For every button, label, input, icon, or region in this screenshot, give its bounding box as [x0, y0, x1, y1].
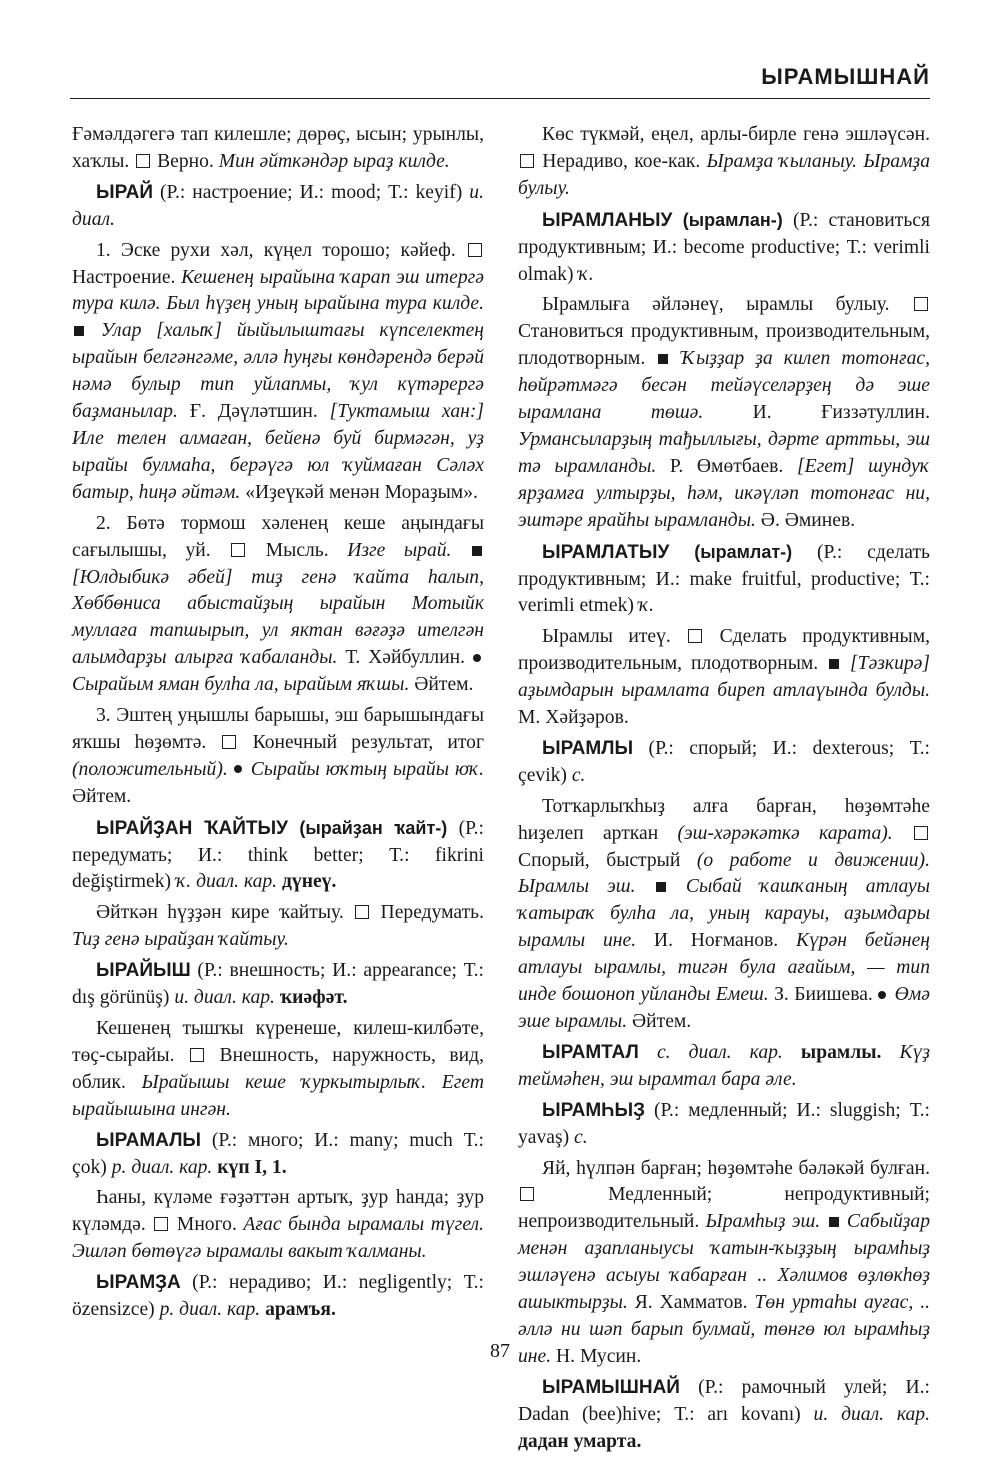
entry-continuation: [518, 122, 930, 203]
cross-reference: ҡиәфәт.: [274, 987, 348, 1009]
definition: [518, 292, 930, 534]
proverb-text: Сырайы юҡтың ырайы юҡ.: [244, 758, 485, 780]
quote-author: Ғ. Дәүләтшин.: [177, 401, 330, 423]
bullet-marker: [234, 765, 242, 773]
definition-text: Ырамлыға әйләнеү, ырамлы булыу.: [542, 294, 890, 316]
definition-text: 1. Эске рухи хәл, күңел торошо; кәйеф.: [96, 239, 456, 261]
filled-square-marker: [74, 326, 84, 336]
page-number: 87: [490, 1340, 510, 1362]
entry-yramlanyu: [518, 207, 930, 289]
proverb-text: Сырайым яман булһа ла, ырайым яҡшы.: [72, 674, 410, 696]
example-text: Күҙ теймәһен, эш ырамтал бара әле.: [518, 1041, 930, 1090]
filled-square-marker: [829, 659, 839, 669]
definition-text: Көс түкмәй, еңел, арлы-бирле генә эшләүсән.: [542, 124, 930, 145]
definition-text: Яй, һүлпән барған; һөҙөмтәһе бәләкәй булған.: [542, 1157, 930, 1179]
definition-text: Кешенең тышҡы күренеше, килеш-килбәте, төҫ-сырайы.: [72, 1018, 484, 1066]
grammar-label: р. диал. кар.: [159, 1299, 261, 1321]
translation-text: Конечный результат, итог: [238, 731, 484, 753]
definition-text: Ырамлы итеү.: [542, 626, 671, 648]
headword: ЫРАЙЫШ: [96, 960, 191, 982]
quote-source: «Иҙеүкәй менән Мораҙым».: [240, 481, 478, 503]
entry-yramaly: [72, 1128, 484, 1182]
definition: [72, 1016, 484, 1124]
example-text: Изге ырай.: [328, 539, 452, 561]
equivalents: (Р.: становиться продуктивным; И.: become productive; Т.: verimli olmak): [518, 209, 930, 285]
headword: ЫРАМҘА: [96, 1272, 181, 1294]
definition-text: Әйткән һүҙҙән кире ҡайтыу.: [96, 902, 344, 924]
quote-text: Төн уртаһы ауғас, .. әллә ни шәп барып булмай, төнгө юл ырамһыҙ ине.: [518, 1292, 930, 1367]
quote-text: [Туктамыш хан:] Иле телен алмаған, бейенә буй бирмәгән, уҙ ырайы булмаһа, берәүгә юл ҡуймаған Сәләх батыр, һиңә әйтәм.: [72, 401, 484, 503]
right-column: [518, 122, 930, 1460]
entry-continuation: [72, 122, 484, 176]
sense-2: [72, 511, 484, 699]
translation-text: Становиться продуктивным, производительным, плодотворным.: [518, 321, 930, 370]
definition: [518, 1156, 930, 1371]
entry-yraiysh: [72, 958, 484, 1012]
grammar-label: с.: [571, 764, 586, 786]
open-square-marker: [914, 826, 928, 840]
open-square-marker: [520, 1187, 534, 1201]
equivalents: (Р.: сделать продуктивным; И.: make fruitful, productive; Т.: verimli etmek): [518, 541, 930, 617]
grammar-label: и. диал. кар.: [813, 1403, 931, 1425]
quote-text: [Юлдыбикә әбей] тиҙ генә ҡайта һалып, Хөббөниса абыстайҙың ырайын Мотыйк муллаға тапшырып, ул яктан вәғәҙә ителгән алымдарҙы алырға ҡабаланды.: [72, 566, 484, 669]
entry-yrai: [72, 180, 484, 234]
open-square-marker: [355, 905, 369, 919]
headword: ЫРАМЫШНАЙ: [542, 1376, 680, 1398]
translation-text: Сделать продуктивным, производительным, плодотворным.: [518, 626, 930, 675]
headword: ЫРАЙҘАН ҠАЙТЫУ: [96, 817, 288, 839]
translation-text: Нерадиво, кое-как.: [536, 150, 701, 172]
cross-reference: күп I, 1.: [212, 1156, 287, 1178]
cross-reference: ырамлы.: [782, 1041, 882, 1063]
quote-text: Сыбай ҡашҡаның атлауы ҡатыраҡ булһа ла, уның карауы, аҙымдары ырамлы ине.: [518, 876, 931, 952]
header-rule: [70, 98, 930, 99]
note-text: (эш-хәрәкәткә карата).: [658, 822, 893, 844]
definition-text: 2. Бөтә тормош хәленең кеше аңындағы сағылышы, уй.: [72, 512, 484, 561]
sense-1: [72, 238, 484, 507]
example-text: (о работе и движении). Ырамлы эш.: [518, 849, 930, 898]
entry-yramhyz: [518, 1098, 930, 1152]
equivalents: (Р.: медленный; И.: sluggish; Т.: yavaş): [518, 1099, 930, 1148]
definition: [518, 794, 930, 1036]
equivalents: (Р.: нерадиво; И.: negligently; Т.: özensizce): [72, 1272, 484, 1321]
quote-author: Р. Өмөтбаев.: [656, 455, 797, 477]
headword: ЫРАМҺЫҘ: [542, 1099, 646, 1121]
example-text: Ырамҙа ҡыланыу. Ырамҙа булыу.: [518, 150, 930, 199]
running-head: ЫРАМЫШНАЙ: [761, 64, 930, 89]
grammar-label: р. диал. кар.: [111, 1156, 213, 1178]
equivalents: (Р.: передумать; И.: think better; Т.: fikrini değiştirmek): [72, 817, 484, 893]
equivalents: (Р.: внешность; И.: appearance; Т.: dış görünüş): [72, 960, 484, 1009]
grammar-label: ҡ.: [638, 595, 655, 617]
headword: ЫРАМАЛЫ: [96, 1129, 202, 1151]
quote-text: Улар [халыҡ] йыйылыштағы күпселектең ырайын белгәнгәме, әллә һуңғы көндәрендә берәй нәмә булыр тип уйлапмы, ҡул күтәрергә баҙманылар.: [72, 320, 484, 423]
open-square-marker: [190, 1048, 204, 1062]
sense-3: [72, 703, 484, 811]
quote-author: И. Ноғманов.: [636, 930, 796, 952]
filled-square-marker: [658, 354, 668, 364]
entry-yramtal: [518, 1040, 930, 1094]
entry-yramza: [72, 1270, 484, 1324]
open-square-marker: [136, 154, 150, 168]
open-square-marker: [154, 1217, 168, 1231]
quote-text: Сабыйҙар менән аҙапланыусы ҡатын-ҡыҙҙың ырамһыҙ эшләүенә асыуы ҡабарған .. Хәлимов өҙлөкһөҙ ашыктырҙы.: [518, 1211, 930, 1314]
example-text: Ырамһыҙ эш.: [699, 1211, 821, 1233]
translation-text: Передумать.: [371, 902, 484, 924]
proverb-label: Әйтем.: [627, 1011, 692, 1032]
definition: [72, 1185, 484, 1266]
grammar-label: ҡ. диал. кар.: [175, 871, 278, 893]
quote-text: Күрән бейәнең атлауы ырамлы, тигән була ағайым, — тип инде бошоноп уйланды Емеш.: [518, 930, 930, 1006]
open-square-marker: [520, 154, 534, 168]
example-text: Кешенең ырайына ҡарап эш итергә тура килә. Был һүҙең уның ырайына тура килде.: [72, 266, 484, 315]
definition: [72, 900, 484, 954]
quote-author: Ә. Әминев.: [755, 509, 856, 531]
quote-author: М. Хәйҙәров.: [518, 707, 629, 729]
quote-text: Ҡыҙҙар ҙа килеп тотонғас, һөйрәтмәгә бесән тейәүселәрҙең дә эше ырамлана төшә.: [518, 348, 930, 424]
translation-text: Спорый, быстрый: [518, 849, 681, 871]
left-column: [72, 122, 484, 1328]
definition: [518, 624, 930, 732]
quote-text: [Тәзкирә] аҙымдарын ырамлата биреп атлаүында булды.: [518, 653, 930, 702]
entry-yramly: [518, 736, 930, 790]
example-text: Мин әйткәндәр ыраҙ килде.: [213, 150, 450, 172]
quote-author: Я. Хамматов.: [627, 1292, 755, 1314]
translation-text: Настроение.: [72, 266, 176, 288]
bullet-marker: [878, 991, 886, 999]
headword-stem: (ырайҙан ҡайт-): [287, 817, 448, 838]
open-square-marker: [688, 629, 702, 643]
equivalents: (Р.: спорый; И.: dexterous; Т.: çevik): [518, 737, 930, 786]
open-square-marker: [468, 243, 482, 257]
grammar-label: с.: [574, 1126, 588, 1148]
grammar-label: и. диал.: [72, 181, 484, 230]
open-square-marker: [231, 543, 245, 557]
headword-stem: (ырамлат-): [669, 541, 793, 562]
headword-stem: (ырамлан-): [672, 209, 783, 230]
proverb-text: Өмә эше ырамлы.: [518, 984, 930, 1032]
example-text: Ырайышы кеше ҡуркытырлыҡ. Егет ырайышына ингән.: [72, 1071, 484, 1120]
definition-text: Ғәмәлдәгегә тап килешле; дөрөҫ, ысын; урынлы, хаҡлы.: [72, 124, 484, 172]
entry-yraizan-kaityu: [72, 815, 484, 897]
headword: ЫРАМЛАТЫУ: [542, 541, 670, 563]
proverb-label: Әйтем.: [409, 674, 474, 696]
headword: ЫРАМТАЛ: [542, 1041, 639, 1063]
example-text: Тиҙ генә ырайҙан ҡайтыу.: [72, 929, 289, 951]
proverb-label: Әйтем.: [72, 785, 132, 807]
translation-text: Мысль.: [247, 539, 329, 561]
grammar-label: с. диал. кар.: [638, 1041, 783, 1063]
quote-author: З. Биишева.: [768, 984, 873, 1006]
entry-yramlatyu: [518, 539, 930, 621]
bullet-marker: [473, 654, 481, 662]
open-square-marker: [914, 297, 928, 311]
filled-square-marker: [656, 882, 666, 892]
grammar-label: ҡ.: [578, 263, 594, 285]
translation-text: Внешность, наружность, вид, облик.: [72, 1044, 484, 1093]
definition-text: Тотҡарлыҡһыҙ алға барған, һөҙөмтәһе һиҙелеп арткан: [518, 795, 930, 844]
equivalents: (Р.: много; И.: many; much Т.: çok): [72, 1129, 484, 1178]
headword: ЫРАМЛЫ: [542, 737, 634, 759]
cross-reference: дүнеү.: [277, 871, 337, 893]
quote-author: Т. Хәйбуллин.: [337, 647, 466, 669]
example-text: Ағас бында ырамалы түгел. Эшләп бөтөүгә ырамалы вакыт ҡалманы.: [72, 1214, 484, 1263]
quote-text: Урмансыларҙың тађыллығы, дәрте арттьы, эш тә ырамланды.: [518, 428, 930, 477]
quote-author: Н. Мусин.: [551, 1345, 642, 1367]
equivalents: (Р.: рамочный улей; И.: Dadan (bee)hive; Т.: arı kovanı): [518, 1376, 930, 1425]
open-square-marker: [222, 735, 236, 749]
entry-yramyshnai: [518, 1375, 930, 1456]
note-text: (положительный).: [72, 758, 228, 780]
cross-reference: дадан умарта.: [518, 1430, 642, 1452]
translation-text: Верно.: [152, 150, 214, 172]
headword: ЫРАЙ: [96, 181, 153, 203]
filled-square-marker: [829, 1217, 839, 1227]
quote-text: [Егет] шундуҡ ярҙамға ултырҙы, һәм, икәүләп тотонғас ни, эштәре ярайһы ырамланды.: [518, 455, 930, 531]
headword: ЫРАМЛАНЫУ: [542, 209, 673, 231]
translation-text: Много.: [170, 1214, 237, 1236]
cross-reference: арамъя.: [260, 1299, 336, 1321]
equivalents: (Р.: настроение; И.: mood; Т.: keyif): [152, 181, 470, 203]
translation-text: Медленный; непродуктивный; непроизводительный.: [518, 1184, 930, 1233]
filled-square-marker: [472, 546, 482, 556]
grammar-label: и. диал. кар.: [174, 987, 275, 1009]
definition-text: 3. Эштең уңышлы барышы, эш барышындағы яҡшы һөҙөмтә.: [72, 705, 484, 753]
quote-author: И. Ғиззәтуллин.: [703, 402, 930, 424]
definition-text: Һаны, күләме ғәҙәттән артыҡ, ҙур һанда; ҙур күләмдә.: [72, 1187, 484, 1236]
